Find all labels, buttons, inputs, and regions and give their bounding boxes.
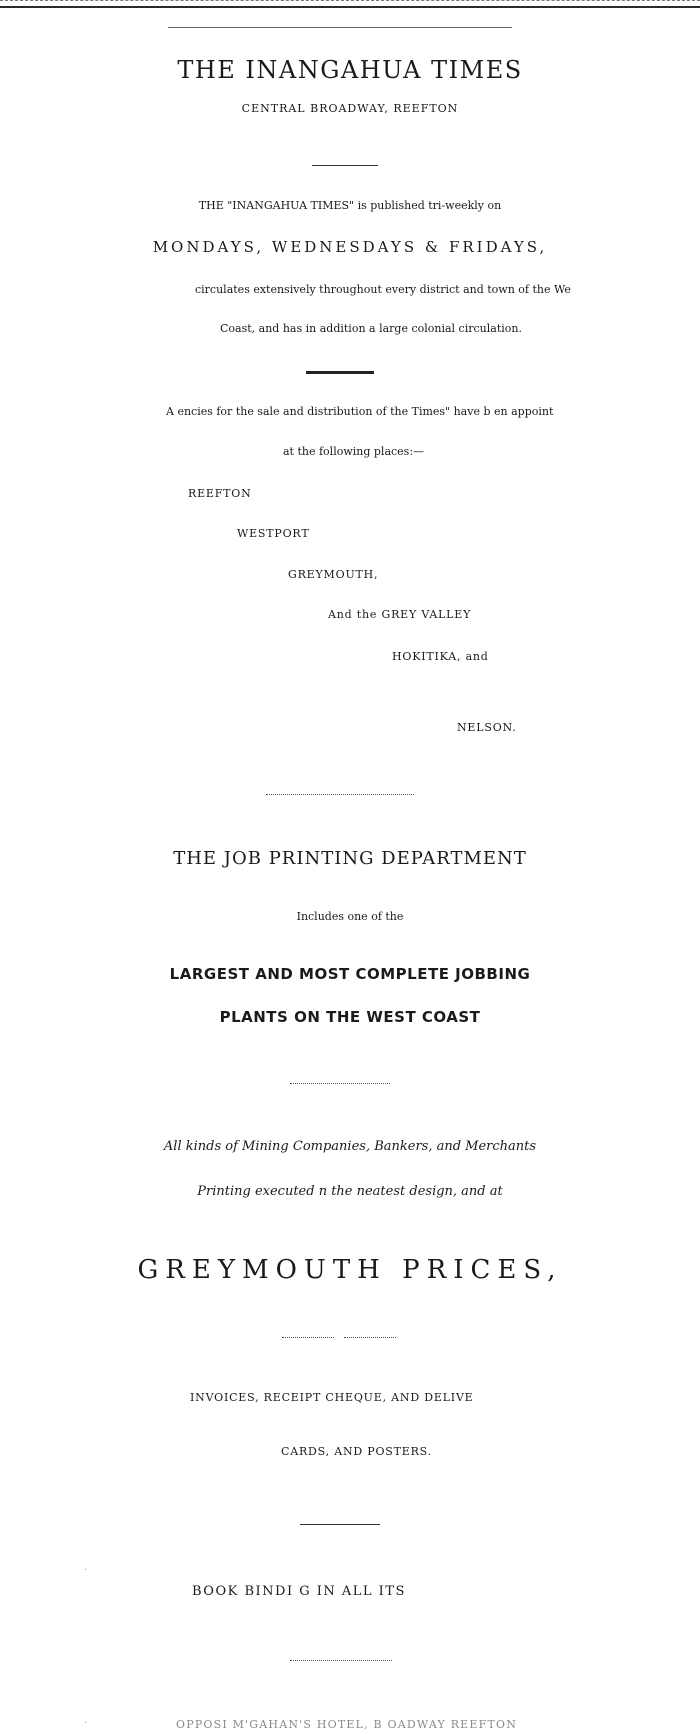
greymouth-prices: GREYMOUTH PRICES, [137, 1255, 563, 1285]
section-rule [290, 1660, 392, 1661]
ornament-rule [312, 165, 378, 166]
agency-place: NELSON. [457, 721, 517, 734]
agency-place: WESTPORT [237, 527, 310, 540]
newspaper-title: THE INANGAHUA TIMES [177, 56, 523, 84]
section-rule [282, 1337, 334, 1338]
job-printing-italic-line-1: All kinds of Mining Companies, Bankers, and Merchants [163, 1139, 537, 1154]
section-rule [306, 371, 374, 374]
publication-days: MONDAYS, WEDNESDAYS & FRIDAYS, [152, 238, 548, 256]
footer-address: OPPOSI M'GAHAN'S HOTEL, B OADWAY REEFTON [176, 1718, 518, 1731]
agency-place: HOKITIKA, and [392, 650, 489, 663]
section-rule [344, 1337, 396, 1338]
section-rule [290, 1083, 390, 1084]
items-line-1: INVOICES, RECEIPT CHEQUE, AND DELIVE [190, 1391, 474, 1404]
top-border [0, 0, 700, 8]
job-printing-heading: THE JOB PRINTING DEPARTMENT [173, 848, 527, 869]
book-binding: BOOK BINDI G IN ALL ITS [192, 1584, 406, 1599]
section-rule [266, 794, 414, 795]
agencies-line-1: A encies for the sale and distribution of the Times" have b en appoint [166, 405, 554, 418]
job-printing-bold-line-1: LARGEST AND MOST COMPLETE JOBBING [169, 965, 531, 983]
agency-place: GREYMOUTH, [288, 568, 379, 581]
agency-place: And the GREY VALLEY [328, 608, 472, 621]
header-rule [168, 27, 512, 28]
newspaper-address: CENTRAL BROADWAY, REEFTON [241, 102, 459, 115]
publication-line-1: THE "INANGAHUA TIMES" is published tri-weekly on [198, 199, 502, 212]
agencies-line-2: at the following places:— [283, 445, 425, 458]
items-line-2: CARDS, AND POSTERS. [281, 1445, 432, 1458]
margin-mark: · [84, 1565, 88, 1576]
job-printing-includes: Includes one of the [296, 910, 404, 923]
agency-place: REEFTON [188, 487, 252, 500]
job-printing-bold-line-2: PLANTS ON THE WEST COAST [219, 1008, 481, 1026]
publication-line-3: circulates extensively throughout every district and town of the We [195, 283, 571, 296]
job-printing-italic-line-2: Printing executed n the neatest design, and at [197, 1184, 503, 1199]
section-rule [300, 1524, 380, 1525]
margin-mark: · [84, 1718, 88, 1729]
publication-line-4: Coast, and has in addition a large colonial circulation. [220, 322, 522, 335]
